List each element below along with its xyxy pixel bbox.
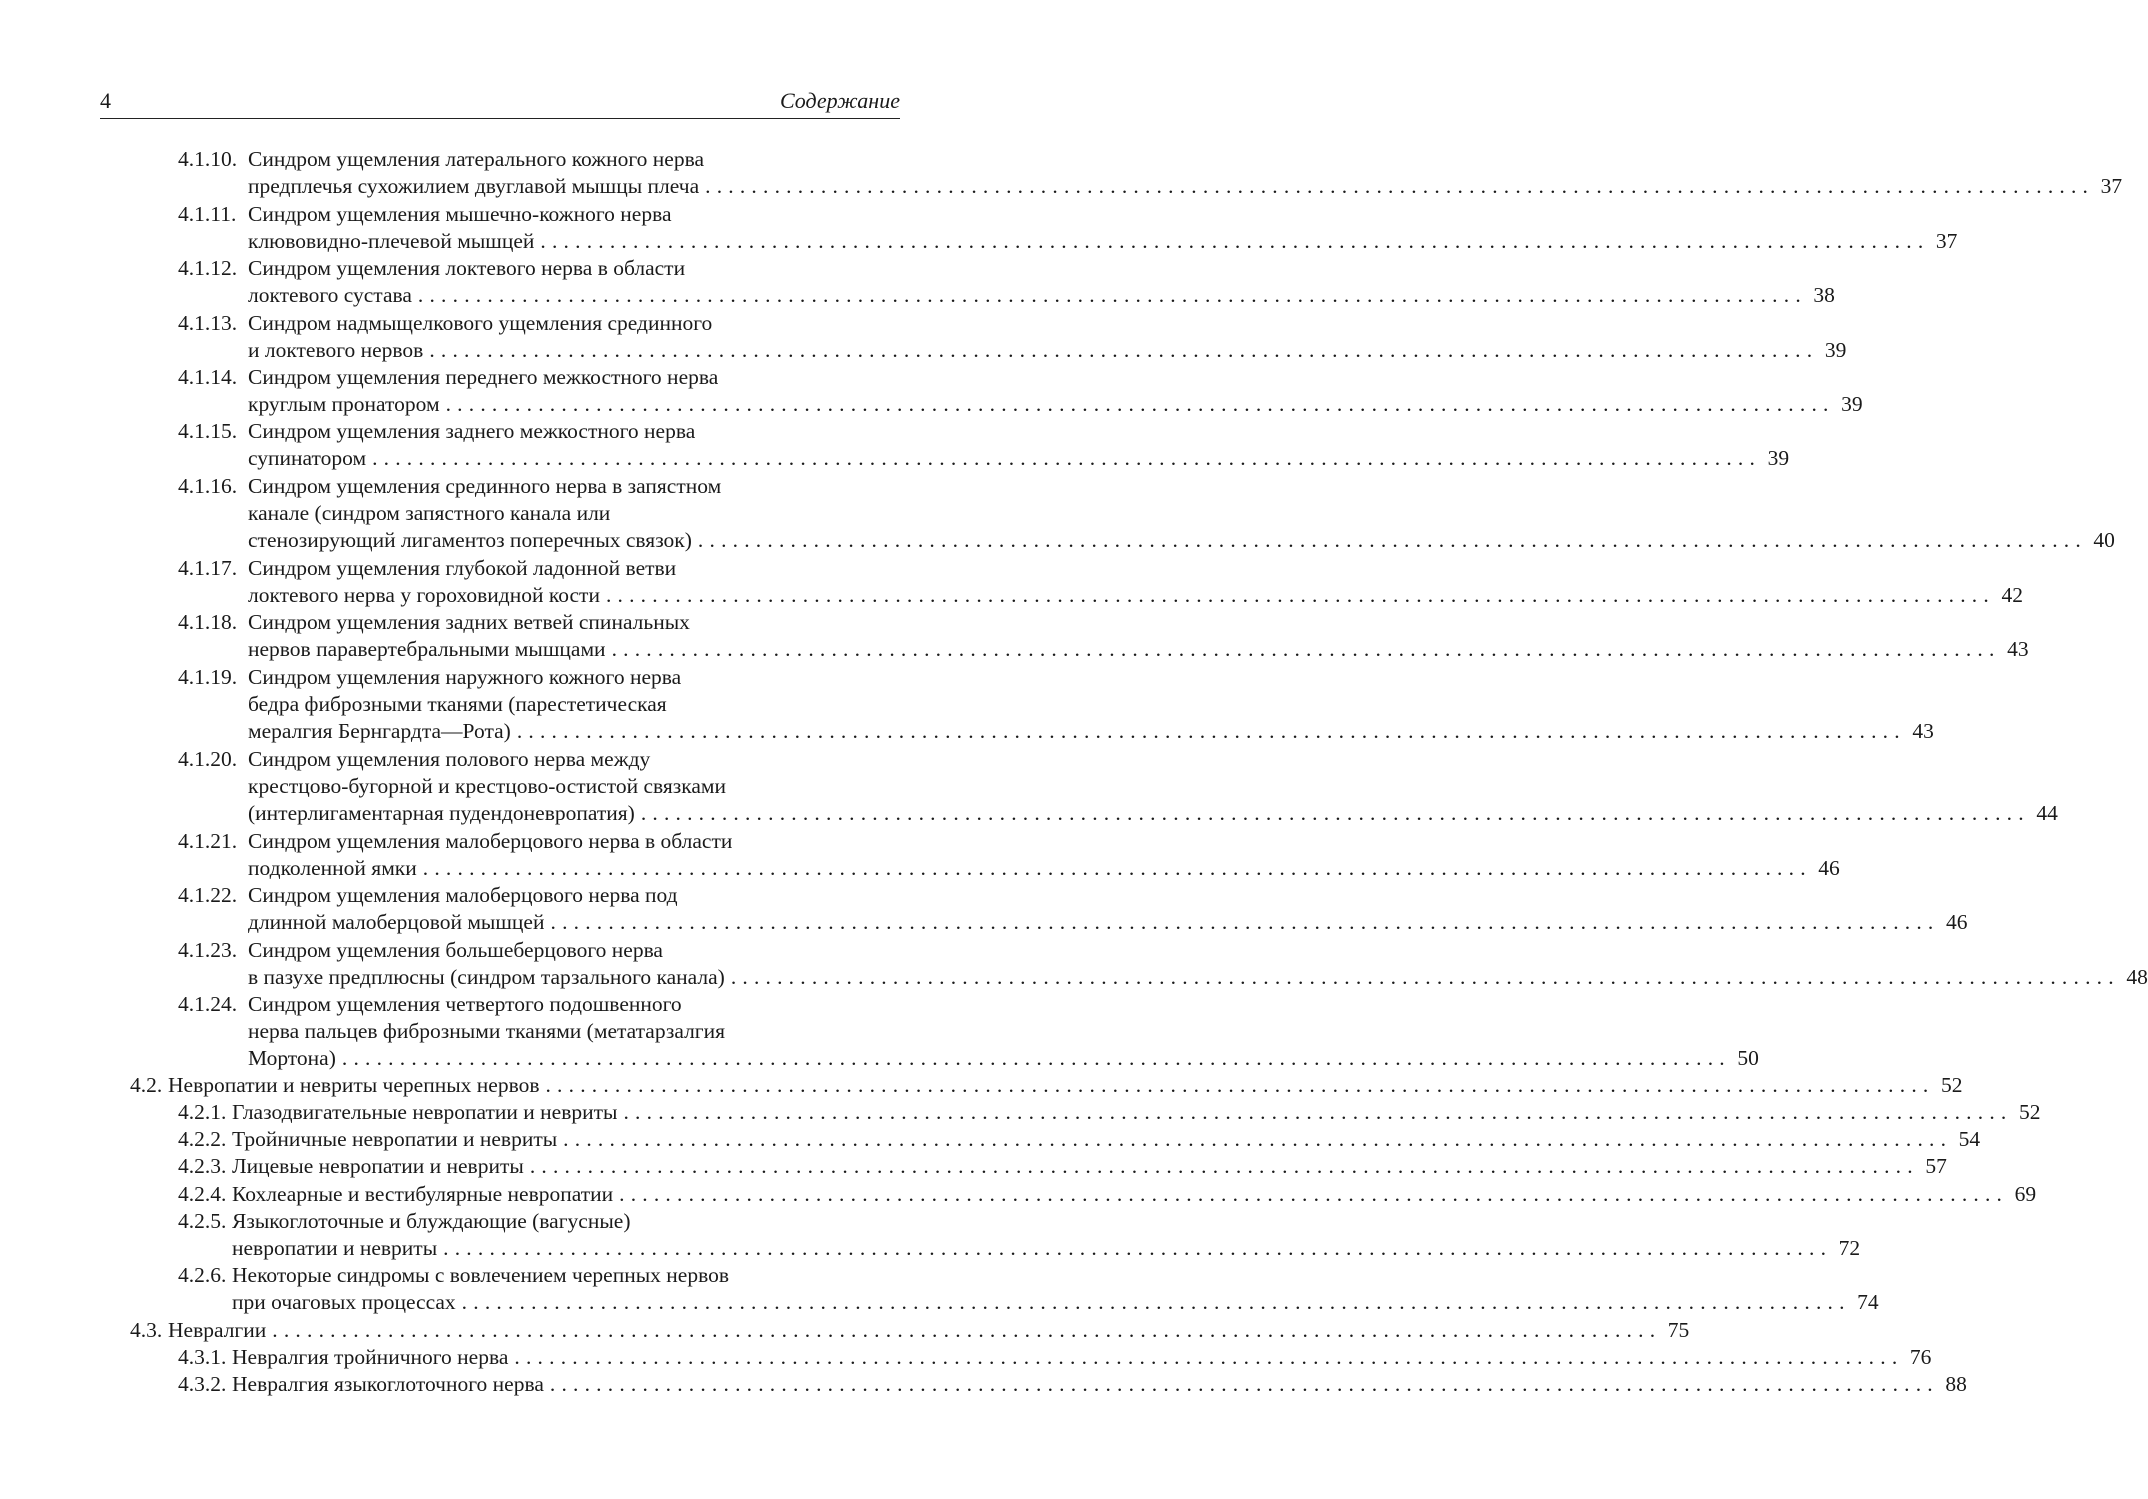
toc-page-number: 38 xyxy=(1813,283,1835,307)
toc-entry-title: клювовидно-плечевой мышцей xyxy=(248,229,535,253)
toc-entry-title: Синдром ущемления наружного кожного нерва xyxy=(248,665,682,689)
toc-entry-title: и локтевого нервов xyxy=(248,338,424,362)
toc-entry-title: Синдром ущемления глубокой ладонной ветви xyxy=(248,556,677,580)
toc-entry-title: Тройничные невропатии и невриты xyxy=(232,1127,558,1151)
toc-entry xyxy=(178,1371,1967,1398)
toc-entry-title: мералгия Бернгардта—Рота) xyxy=(248,719,511,743)
toc-entry-number: 4.3. xyxy=(130,1318,163,1342)
toc-entry-continuation xyxy=(248,228,1958,255)
dot-leader: ........................................................................................................................ xyxy=(563,1127,1953,1151)
dot-leader: ........................................................................................................................ xyxy=(697,528,2087,552)
toc-page-number: 37 xyxy=(1935,229,1958,253)
toc-entry xyxy=(178,1126,1981,1153)
toc-entry-title: Невропатии и невриты черепных нервов xyxy=(168,1073,540,1097)
toc-page-number: 39 xyxy=(1841,392,1863,416)
toc-page-number: 43 xyxy=(1912,719,1934,743)
toc-entry-title: Невралгии xyxy=(168,1318,267,1342)
dot-leader: ........................................................................................................................ xyxy=(417,283,1807,307)
dot-leader: ........................................................................................................................ xyxy=(623,1100,2013,1124)
toc-entry-continuation xyxy=(248,445,1790,472)
toc-entry-title: Невралгия языкоглоточного нерва xyxy=(232,1372,544,1396)
toc-entry xyxy=(178,746,897,773)
toc-entry-continuation xyxy=(248,636,2029,663)
toc-entry-continuation xyxy=(248,582,2023,609)
toc-page-number: 54 xyxy=(1958,1127,1981,1151)
toc-entry-continuation xyxy=(248,500,897,527)
dot-leader: ........................................................................................................................ xyxy=(422,856,1812,880)
toc-entry-number: 4.2.6. xyxy=(178,1263,227,1287)
toc-entry-title: Синдром ущемления мышечно-кожного нерва xyxy=(248,202,672,226)
dot-leader: ........................................................................................................................ xyxy=(445,392,1835,416)
toc-entry-title: нервов паравертебральными мышцами xyxy=(248,637,606,661)
toc-entry-number: 4.3.2. xyxy=(178,1372,227,1396)
dot-leader: ........................................................................................................................ xyxy=(429,338,1819,362)
toc-page-number: 88 xyxy=(1945,1372,1967,1396)
dot-leader: ........................................................................................................................ xyxy=(619,1182,2009,1206)
toc-entry xyxy=(178,201,897,228)
toc-entry-title: (интерлигаментарная пудендоневропатия) xyxy=(248,801,635,825)
toc-entry-title: крестцово-бугорной и крестцово-остистой связками xyxy=(248,774,727,798)
dot-leader: ........................................................................................................................ xyxy=(461,1290,1851,1314)
toc-entry xyxy=(178,937,897,964)
toc-entry-title: при очаговых процессах xyxy=(232,1290,456,1314)
toc-entry-title: локтевого сустава xyxy=(248,283,412,307)
toc-page-number: 48 xyxy=(2126,965,2148,989)
toc-page-number: 69 xyxy=(2014,1182,2037,1206)
toc-entry-continuation xyxy=(248,773,897,800)
toc-entry xyxy=(178,1181,2037,1208)
toc-entry-number: 4.1.24. xyxy=(178,992,238,1016)
toc-entry-continuation xyxy=(248,800,2058,827)
toc-entry-number: 4.1.15. xyxy=(178,419,238,443)
dot-leader: ........................................................................................................................ xyxy=(545,1073,1935,1097)
toc-entry-title: Синдром ущемления полового нерва между xyxy=(248,747,651,771)
toc-entry-number: 4.2.5. xyxy=(178,1209,227,1233)
dot-leader: ........................................................................................................................ xyxy=(730,965,2120,989)
dot-leader: ........................................................................................................................ xyxy=(640,801,2030,825)
toc-entry-continuation xyxy=(248,691,897,718)
toc-entry-number: 4.1.18. xyxy=(178,610,238,634)
toc-entry-number: 4.2.2. xyxy=(178,1127,227,1151)
toc-page-number: 39 xyxy=(1767,446,1790,470)
toc-entry-title: Синдром ущемления четвертого подошвенного xyxy=(248,992,682,1016)
toc-entry-number: 4.1.17. xyxy=(178,556,238,580)
toc-entry-title: нерва пальцев фиброзными тканями (метатарзалгия xyxy=(248,1019,726,1043)
toc-entry-title: локтевого нерва у гороховидной кости xyxy=(248,583,600,607)
toc-entry xyxy=(178,255,897,282)
toc-entry-title: Языкоглоточные и блуждающие (вагусные) xyxy=(232,1209,631,1233)
toc-entry-title: Синдром ущемления малоберцового нерва под xyxy=(248,883,678,907)
toc-entry xyxy=(178,418,897,445)
page-number: 4 xyxy=(100,88,111,113)
toc-entry-title: Невралгия тройничного нерва xyxy=(232,1345,509,1369)
toc-entry-title: подколенной ямки xyxy=(248,856,417,880)
toc-entry xyxy=(178,146,897,173)
toc-entry-number: 4.1.13. xyxy=(178,311,238,335)
toc-page-number: 46 xyxy=(1818,856,1840,880)
toc-entry xyxy=(178,1099,2041,1126)
toc-entry xyxy=(178,882,897,909)
toc-entry-title: Кохлеарные и вестибулярные невропатии xyxy=(232,1182,614,1206)
toc-entry-title: Синдром ущемления латерального кожного нерва xyxy=(248,147,704,171)
toc-page-number: 40 xyxy=(2093,528,2115,552)
running-header xyxy=(100,88,900,119)
toc-entry-continuation xyxy=(248,964,2148,991)
toc-entry-title: предплечья сухожилием двуглавой мышцы плеча xyxy=(248,174,700,198)
toc-page-number: 76 xyxy=(1909,1345,1932,1369)
toc-entry xyxy=(130,1072,1963,1099)
toc-entry-number: 4.1.22. xyxy=(178,883,238,907)
toc-page-number: 72 xyxy=(1838,1236,1861,1260)
toc-entry-continuation xyxy=(232,1235,1861,1262)
toc-entry xyxy=(178,364,897,391)
toc-entry-title: Синдром ущемления переднего межкостного нерва xyxy=(248,365,719,389)
toc-entry-title: Синдром ущемления задних ветвей спинальных xyxy=(248,610,690,634)
toc-entry xyxy=(178,664,897,691)
toc-entry xyxy=(178,1262,897,1289)
toc-entry-continuation xyxy=(248,173,2123,200)
toc-page-number: 74 xyxy=(1857,1290,1879,1314)
toc-entry-number: 4.1.23. xyxy=(178,938,238,962)
toc-entry-number: 4.2.3. xyxy=(178,1154,227,1178)
toc-entry xyxy=(178,1344,1932,1371)
toc-entry xyxy=(178,1208,897,1235)
toc-entry-title: Некоторые синдромы с вовлечением черепных нервов xyxy=(232,1263,729,1287)
toc-entry-continuation xyxy=(248,909,1968,936)
dot-leader: ........................................................................................................................ xyxy=(611,637,2001,661)
toc-page-number: 52 xyxy=(2018,1100,2041,1124)
toc-entry-continuation xyxy=(248,1018,897,1045)
toc-entry-number: 4.1.20. xyxy=(178,747,238,771)
toc-entry-number: 4.3.1. xyxy=(178,1345,227,1369)
toc-entry-continuation xyxy=(248,337,1847,364)
toc-entry-number: 4.2.4. xyxy=(178,1182,227,1206)
toc-entry-number: 4.1.10. xyxy=(178,147,238,171)
toc-page-number: 50 xyxy=(1737,1046,1759,1070)
toc-entry xyxy=(178,310,897,337)
dot-leader: ........................................................................................................................ xyxy=(705,174,2095,198)
toc-page-number: 44 xyxy=(2036,801,2058,825)
dot-leader: ........................................................................................................................ xyxy=(272,1318,1662,1342)
toc-page-number: 43 xyxy=(2007,637,2029,661)
toc-entry-continuation xyxy=(248,391,1863,418)
toc-entry-number: 4.1.16. xyxy=(178,474,238,498)
toc-entry xyxy=(178,555,897,582)
dot-leader: ........................................................................................................................ xyxy=(372,446,1762,470)
toc-page-number: 42 xyxy=(2001,583,2023,607)
toc-entry-title: канале (синдром запястного канала или xyxy=(248,501,611,525)
toc-entry-continuation xyxy=(248,1045,1759,1072)
toc-entry-title: круглым пронатором xyxy=(248,392,440,416)
toc-entry-continuation xyxy=(248,718,1934,745)
toc-entry-continuation xyxy=(248,282,1835,309)
dot-leader: ........................................................................................................................ xyxy=(540,229,1930,253)
toc-entry-title: Синдром ущемления малоберцового нерва в области xyxy=(248,829,733,853)
dot-leader: ........................................................................................................................ xyxy=(529,1154,1919,1178)
toc-page-number: 75 xyxy=(1667,1318,1690,1342)
toc-entry-title: Синдром ущемления большеберцового нерва xyxy=(248,938,663,962)
toc-entry-number: 4.2.1. xyxy=(178,1100,227,1124)
toc-entry-continuation xyxy=(232,1289,1879,1316)
toc-entry-title: супинатором xyxy=(248,446,367,470)
toc-entry-title: в пазухе предплюсны (синдром тарзального канала) xyxy=(248,965,725,989)
toc-entry-title: бедра фиброзными тканями (парестетическая xyxy=(248,692,667,716)
toc-entry xyxy=(130,1317,1690,1344)
toc-entry-number: 4.1.21. xyxy=(178,829,238,853)
toc-page-number: 52 xyxy=(1940,1073,1963,1097)
toc-entry-number: 4.1.11. xyxy=(178,202,237,226)
toc-entry xyxy=(178,609,897,636)
toc-entry xyxy=(178,828,897,855)
dot-leader: ........................................................................................................................ xyxy=(443,1236,1833,1260)
toc-entry-title: Глазодвигательные невропатии и невриты xyxy=(232,1100,618,1124)
dot-leader: ........................................................................................................................ xyxy=(514,1345,1904,1369)
toc-entry-number: 4.1.14. xyxy=(178,365,238,389)
toc-entry-title: Мортона) xyxy=(248,1046,336,1070)
dot-leader: ........................................................................................................................ xyxy=(549,1372,1939,1396)
toc-entry-number: 4.1.12. xyxy=(178,256,238,280)
dot-leader: ........................................................................................................................ xyxy=(516,719,1906,743)
toc-entry xyxy=(178,1153,1947,1180)
dot-leader: ........................................................................................................................ xyxy=(605,583,1995,607)
toc-entry-title: Лицевые невропатии и невриты xyxy=(232,1154,524,1178)
toc-entry xyxy=(178,991,897,1018)
toc-entry-title: Синдром надмыщелкового ущемления срединного xyxy=(248,311,713,335)
toc-entry-continuation xyxy=(248,855,1840,882)
toc-page-number: 57 xyxy=(1925,1154,1947,1178)
toc-entry-title: стенозирующий лигаментоз поперечных связок) xyxy=(248,528,692,552)
dot-leader: ........................................................................................................................ xyxy=(550,910,1940,934)
toc-page-number: 39 xyxy=(1824,338,1847,362)
toc-entry-number: 4.1.19. xyxy=(178,665,238,689)
running-title: Содержание xyxy=(779,88,900,113)
toc-entry xyxy=(178,473,897,500)
toc-entry-number: 4.2. xyxy=(130,1073,163,1097)
toc-entry-title: невропатии и невриты xyxy=(232,1236,438,1260)
toc-entry-title: Синдром ущемления срединного нерва в запястном xyxy=(248,474,722,498)
toc-entry-title: длинной малоберцовой мышцей xyxy=(248,910,545,934)
toc-entry-title: Синдром ущемления локтевого нерва в области xyxy=(248,256,686,280)
dot-leader: ........................................................................................................................ xyxy=(341,1046,1731,1070)
toc-entry-title: Синдром ущемления заднего межкостного нерва xyxy=(248,419,696,443)
toc-page-number: 37 xyxy=(2100,174,2123,198)
toc-page-number: 46 xyxy=(1946,910,1968,934)
toc-entry-continuation xyxy=(248,527,2115,554)
